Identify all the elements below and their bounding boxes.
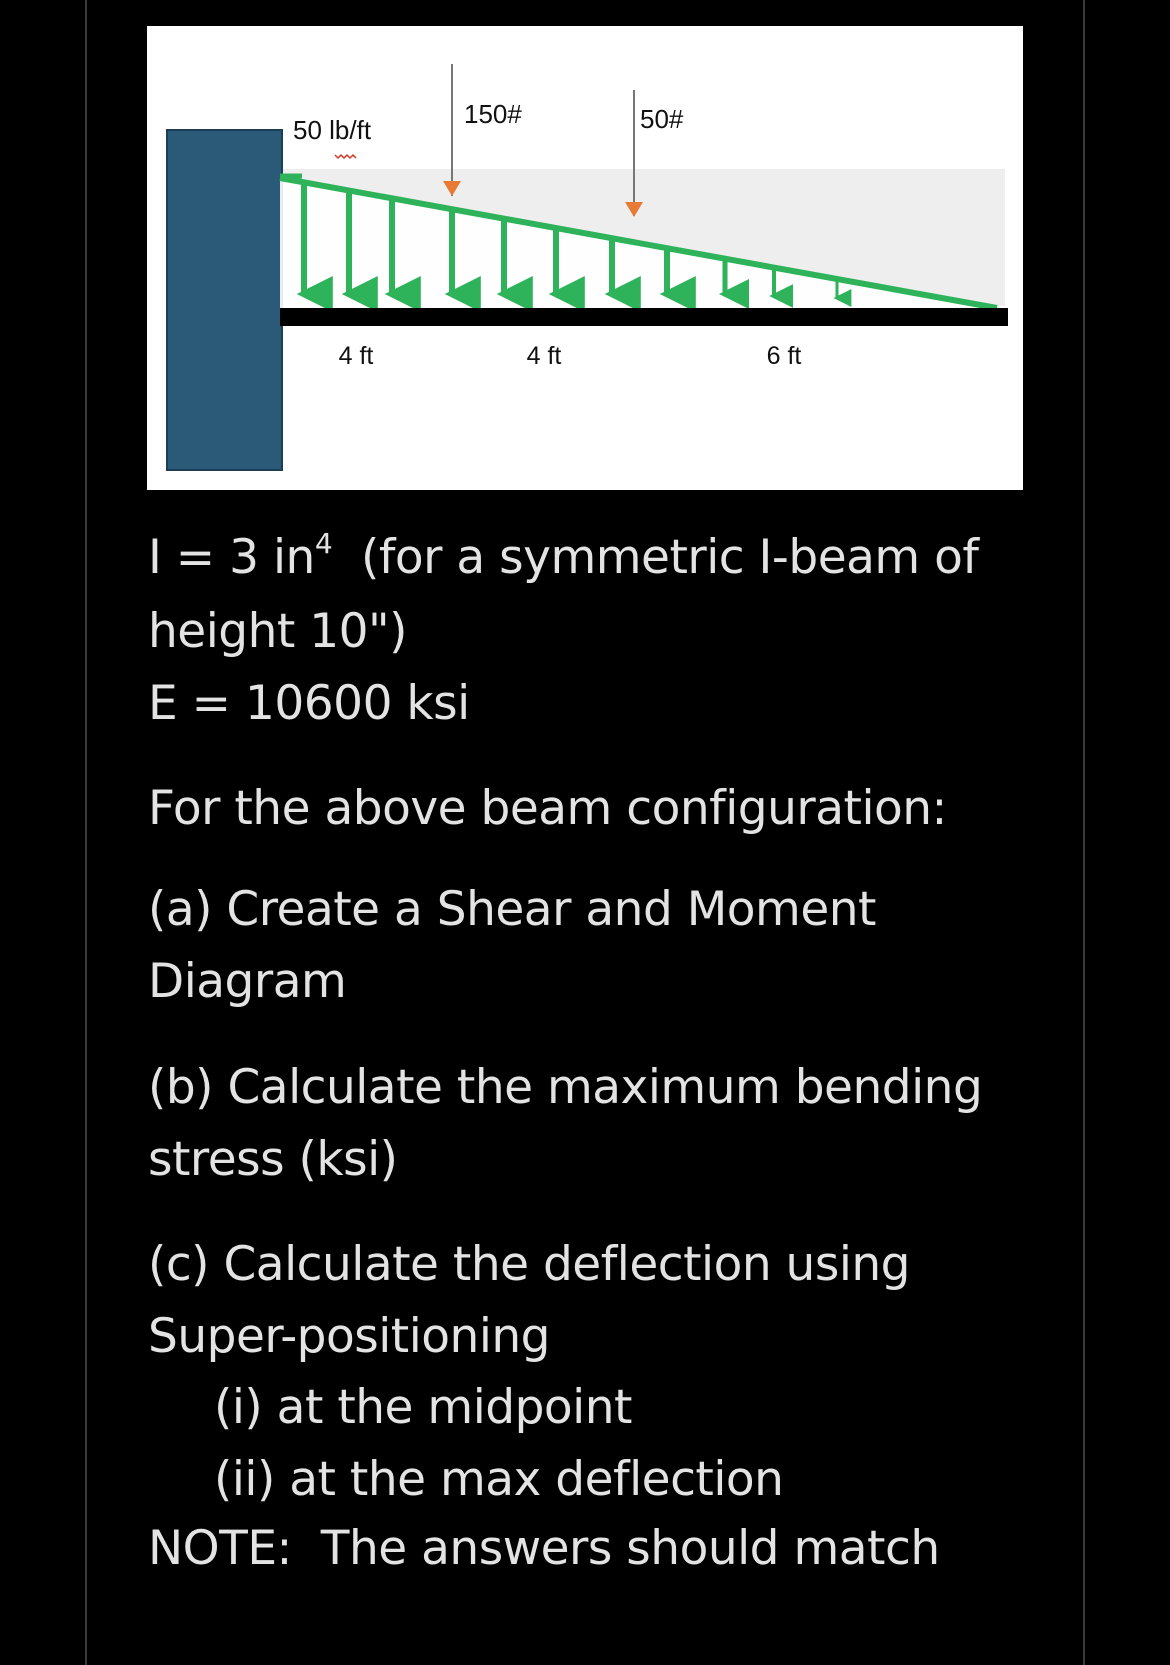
right-border-line (1083, 0, 1085, 1665)
part-c-ii: (ii) at the max deflection (214, 1452, 784, 1507)
beam-diagram-svg (147, 26, 1023, 490)
span-1-label: 4 ft (338, 342, 374, 370)
fixed-wall (167, 130, 282, 470)
modulus-line: E = 10600 ksi (148, 676, 470, 731)
span-2-label: 4 ft (526, 342, 562, 370)
part-c-line-2: Super-positioning (148, 1309, 550, 1364)
left-border-line (85, 0, 87, 1665)
beam-figure (147, 26, 1023, 490)
intro-line: For the above beam configuration: (148, 781, 947, 836)
moment-of-inertia-value: I = 3 in (148, 530, 315, 585)
beam (280, 308, 1008, 326)
note-line: NOTE: The answers should match (148, 1521, 940, 1576)
moment-of-inertia-note: (for a symmetric I-beam of (332, 530, 979, 585)
span-3-label: 6 ft (766, 342, 802, 370)
moment-of-inertia-line (148, 527, 979, 586)
point-load-150-label: 150# (464, 99, 522, 129)
part-b-line-1: (b) Calculate the maximum bending (148, 1060, 983, 1115)
part-c-line-1: (c) Calculate the deflection using (148, 1237, 911, 1292)
part-c-i: (i) at the midpoint (214, 1380, 632, 1435)
point-load-50-label: 50# (640, 104, 684, 134)
moment-of-inertia-line-2: height 10") (148, 604, 408, 659)
moment-of-inertia-exponent: 4 (314, 527, 333, 560)
part-a-line-1: (a) Create a Shear and Moment (148, 882, 876, 937)
part-b-line-2: stress (ksi) (148, 1132, 398, 1187)
spellcheck-squiggle (335, 155, 356, 158)
part-a-line-2: Diagram (148, 954, 347, 1009)
distributed-load-label: 50 lb/ft (293, 115, 372, 145)
